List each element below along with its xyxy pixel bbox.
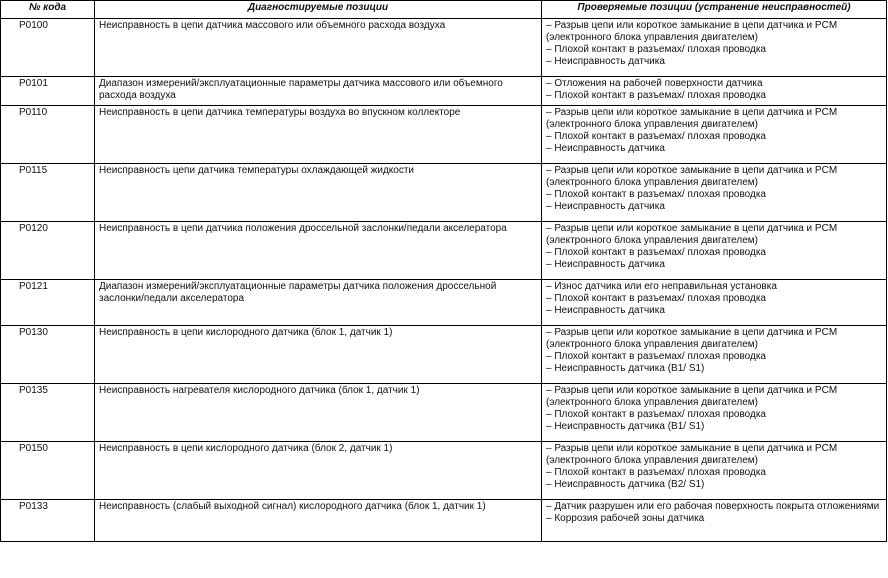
code-cell: P0101	[1, 77, 95, 106]
table-header-row	[1, 1, 887, 19]
checks-cell	[542, 77, 887, 106]
check-item: – Неисправность датчика	[546, 143, 665, 154]
table-row	[1, 280, 887, 326]
check-item: (электронного блока управления двигателем)	[546, 119, 759, 130]
table-row	[1, 500, 887, 542]
code-cell: P0121	[1, 280, 95, 326]
header-diagnosed: Диагностируемые позиции	[95, 1, 542, 19]
code-cell: P0120	[1, 222, 95, 280]
check-item: – Разрыв цепи или короткое замыкание в цепи датчика и PCM	[546, 223, 838, 234]
check-item: – Износ датчика или его неправильная установка	[546, 281, 777, 292]
check-item: – Плохой контакт в разъемах/ плохая проводка	[546, 409, 766, 420]
diagnosed-cell: Неисправность в цепи датчика положения дроссельной заслонки/педали акселератора	[95, 222, 542, 280]
code-cell: P0135	[1, 384, 95, 442]
check-item: – Разрыв цепи или короткое замыкание в цепи датчика и PCM	[546, 107, 838, 118]
check-item: – Неисправность датчика	[546, 201, 665, 212]
check-item: – Разрыв цепи или короткое замыкание в цепи датчика и PCM	[546, 327, 838, 338]
check-item: (электронного блока управления двигателем)	[546, 339, 759, 350]
checks-cell	[542, 500, 887, 542]
diagnosed-cell: Неисправность в цепи кислородного датчика (блок 1, датчик 1)	[95, 326, 542, 384]
checks-cell	[542, 280, 887, 326]
check-item: – Неисправность датчика (B1/ S1)	[546, 421, 705, 432]
header-checked: Проверяемые позиции (устранение неисправностей)	[542, 1, 887, 19]
check-item: – Разрыв цепи или короткое замыкание в цепи датчика и PCM	[546, 385, 838, 396]
check-item: – Неисправность датчика (B2/ S1)	[546, 479, 705, 490]
code-cell: P0100	[1, 19, 95, 77]
diagnosed-cell: Неисправность нагревателя кислородного датчика (блок 1, датчик 1)	[95, 384, 542, 442]
check-item: – Разрыв цепи или короткое замыкание в цепи датчика и PCM	[546, 20, 838, 31]
header-code: № кода	[1, 1, 95, 19]
diagnosed-cell: Неисправность (слабый выходной сигнал) кислородного датчика (блок 1, датчик 1)	[95, 500, 542, 542]
table-body	[1, 19, 887, 542]
table-row	[1, 77, 887, 106]
check-item: – Плохой контакт в разъемах/ плохая проводка	[546, 247, 766, 258]
table-row	[1, 164, 887, 222]
table-row	[1, 442, 887, 500]
table-row	[1, 106, 887, 164]
check-item: – Неисправность датчика (B1/ S1)	[546, 363, 705, 374]
diagnosed-cell: Неисправность цепи датчика температуры охлаждающей жидкости	[95, 164, 542, 222]
checks-cell	[542, 106, 887, 164]
check-item: – Неисправность датчика	[546, 56, 665, 67]
diagnosed-cell: Диапазон измерений/эксплуатационные параметры датчика массового или объемного расхода воздуха	[95, 77, 542, 106]
check-item: (электронного блока управления двигателем)	[546, 455, 759, 466]
check-item: – Плохой контакт в разъемах/ плохая проводка	[546, 293, 766, 304]
check-item: (электронного блока управления двигателем)	[546, 397, 759, 408]
diagnosed-cell: Диапазон измерений/эксплуатационные параметры датчика положения дроссельной заслонки/педали акселератора	[95, 280, 542, 326]
checks-cell	[542, 326, 887, 384]
check-item: – Коррозия рабочей зоны датчика	[546, 513, 705, 524]
code-cell: P0133	[1, 500, 95, 542]
checks-cell	[542, 222, 887, 280]
check-item: – Плохой контакт в разъемах/ плохая проводка	[546, 44, 766, 55]
check-item: – Неисправность датчика	[546, 305, 665, 316]
code-cell: P0130	[1, 326, 95, 384]
table-row	[1, 19, 887, 77]
diagnosed-cell: Неисправность в цепи кислородного датчика (блок 2, датчик 1)	[95, 442, 542, 500]
code-cell: P0150	[1, 442, 95, 500]
check-item: (электронного блока управления двигателем)	[546, 177, 759, 188]
check-item: (электронного блока управления двигателем)	[546, 235, 759, 246]
check-item: (электронного блока управления двигателем)	[546, 32, 759, 43]
check-item: – Плохой контакт в разъемах/ плохая проводка	[546, 189, 766, 200]
check-item: – Плохой контакт в разъемах/ плохая проводка	[546, 131, 766, 142]
check-item: – Разрыв цепи или короткое замыкание в цепи датчика и PCM	[546, 165, 838, 176]
table-row	[1, 326, 887, 384]
diagnosed-cell: Неисправность в цепи датчика температуры воздуха во впускном коллекторе	[95, 106, 542, 164]
table-row	[1, 222, 887, 280]
check-item: – Датчик разрушен или его рабочая поверхность покрыта отложениями	[546, 501, 880, 512]
code-cell: P0110	[1, 106, 95, 164]
check-item: – Плохой контакт в разъемах/ плохая проводка	[546, 90, 766, 101]
check-item: – Плохой контакт в разъемах/ плохая проводка	[546, 351, 766, 362]
checks-cell	[542, 442, 887, 500]
code-cell: P0115	[1, 164, 95, 222]
check-item: – Отложения на рабочей поверхности датчика	[546, 78, 763, 89]
diagnosed-cell: Неисправность в цепи датчика массового или объемного расхода воздуха	[95, 19, 542, 77]
check-item: – Неисправность датчика	[546, 259, 665, 270]
checks-cell	[542, 384, 887, 442]
check-item: – Плохой контакт в разъемах/ плохая проводка	[546, 467, 766, 478]
checks-cell	[542, 164, 887, 222]
check-item: – Разрыв цепи или короткое замыкание в цепи датчика и PCM	[546, 443, 838, 454]
table-row	[1, 384, 887, 442]
checks-cell	[542, 19, 887, 77]
